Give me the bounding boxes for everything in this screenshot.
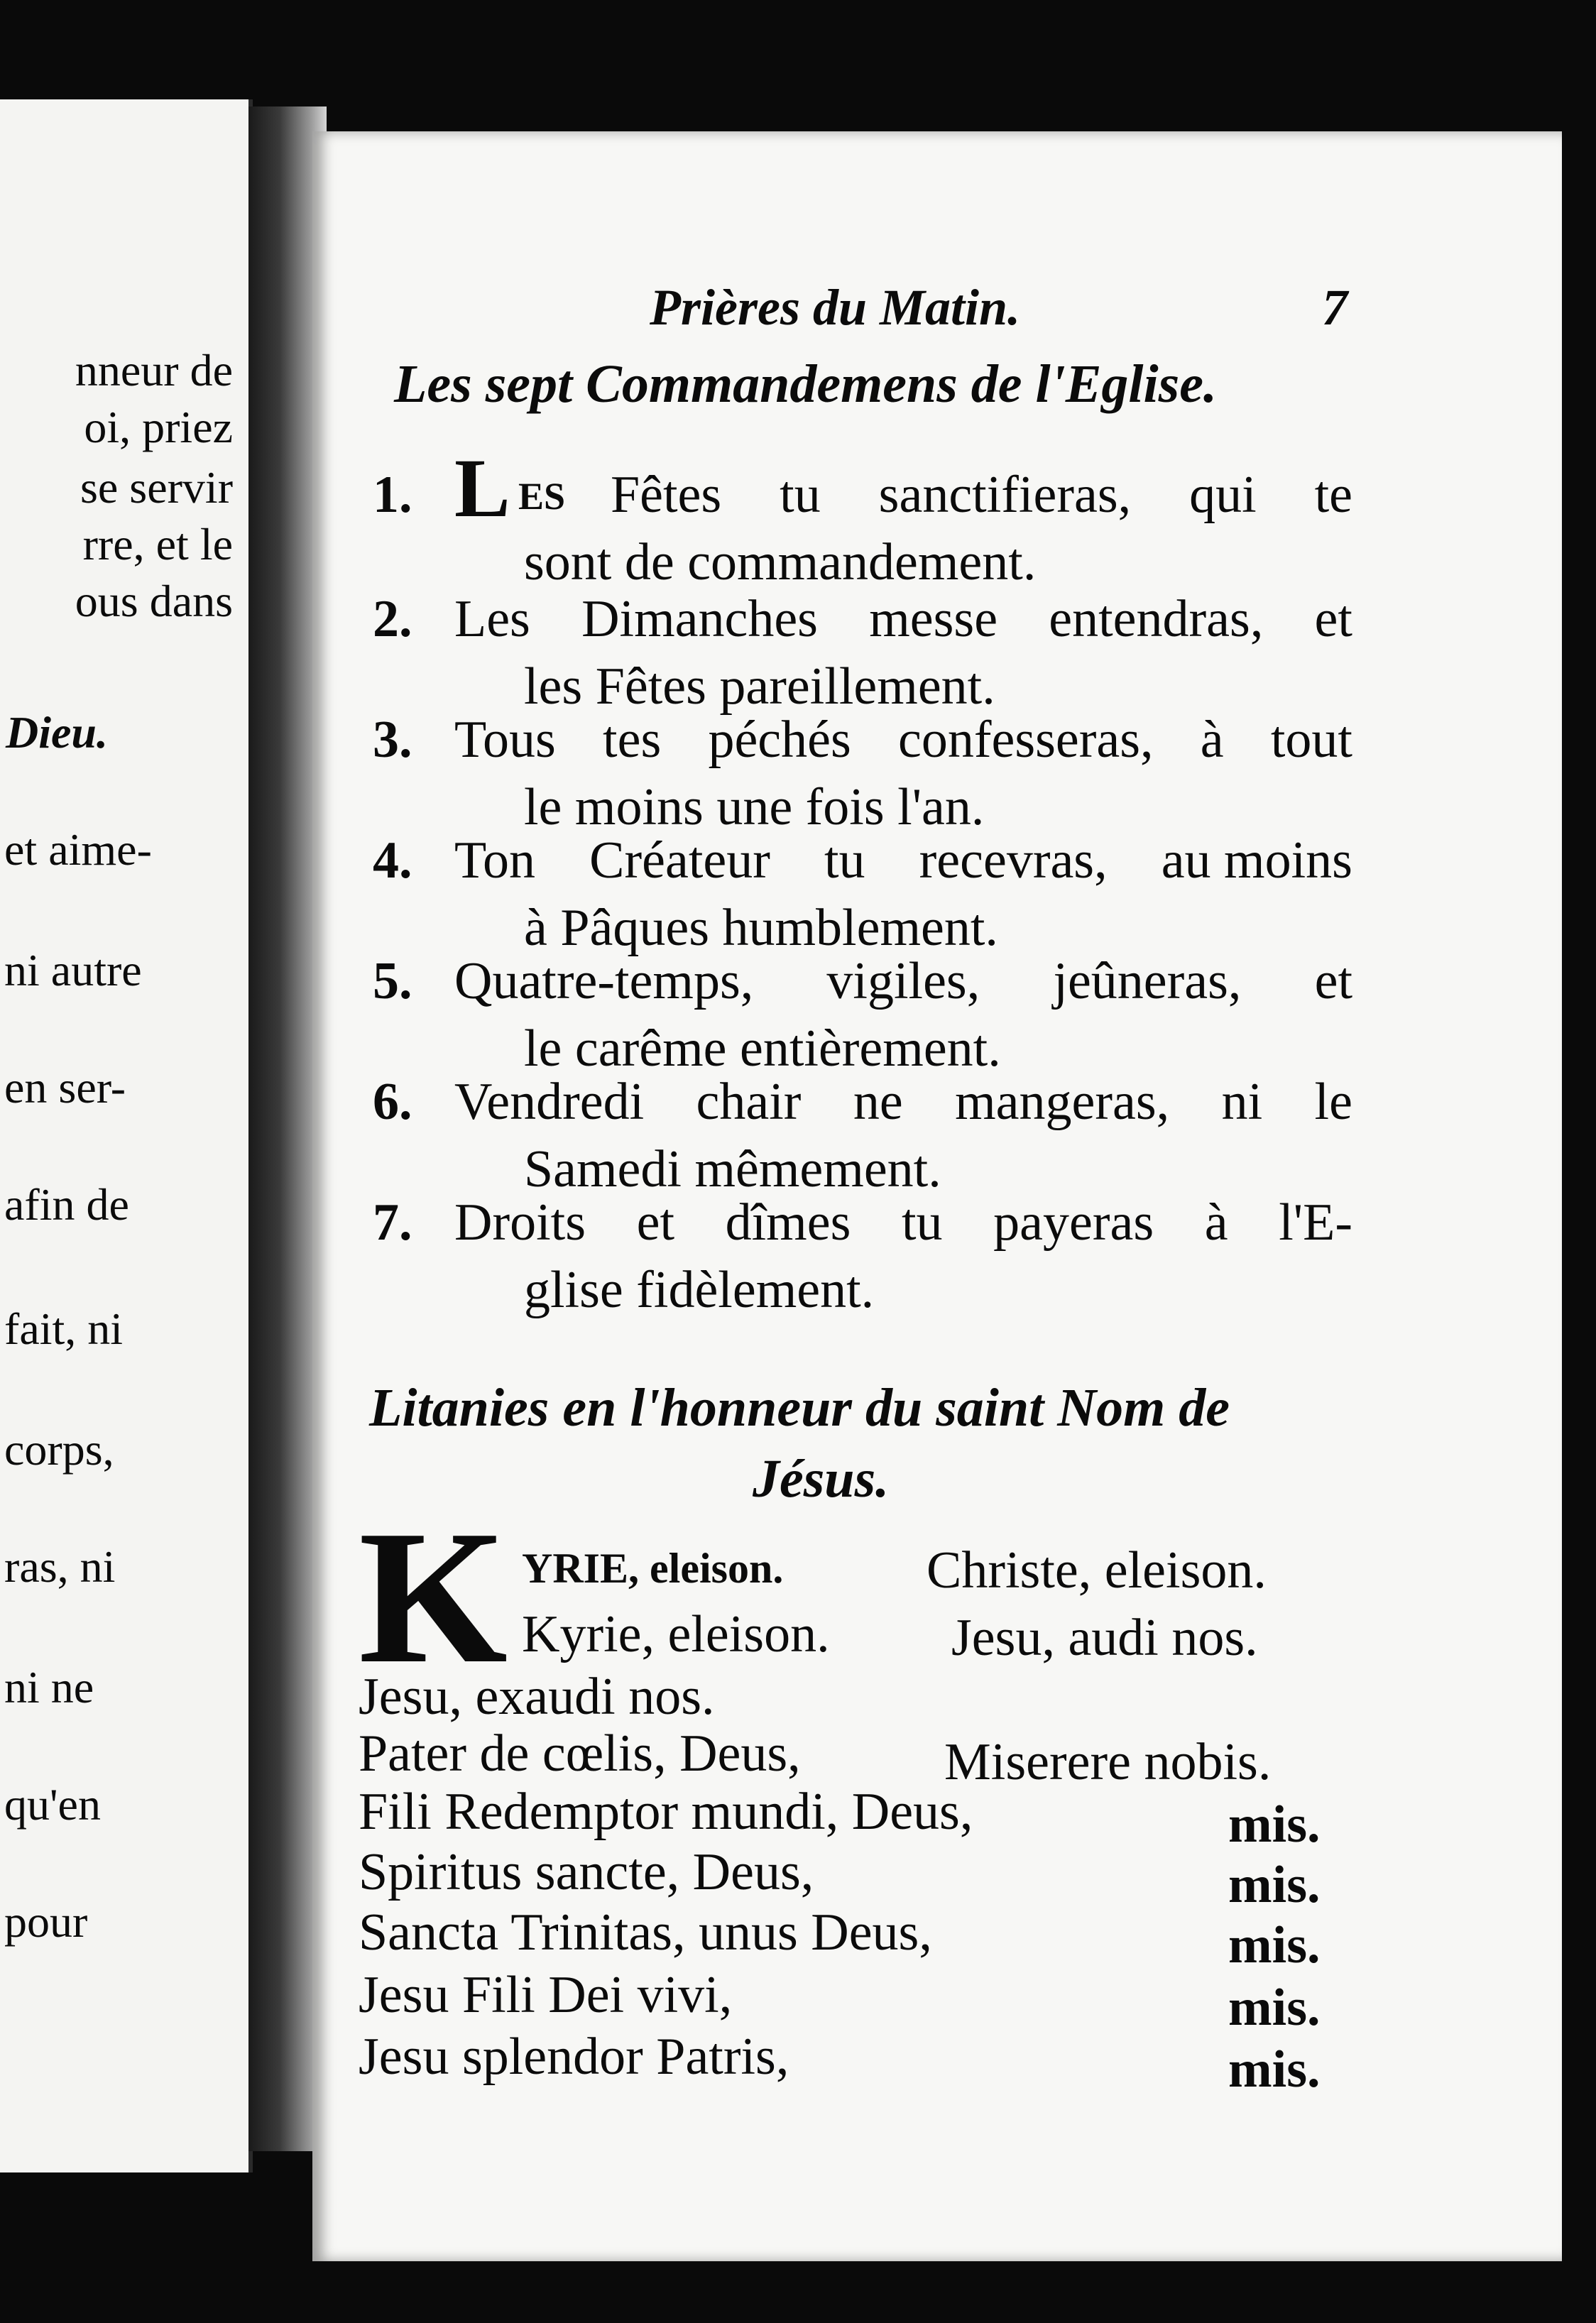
litanies-title-line2: Jésus. bbox=[753, 1449, 890, 1509]
commandment-number: 3. bbox=[373, 711, 412, 769]
litany-invocation: Jesu Fili Dei vivi, bbox=[359, 1966, 733, 2024]
running-title: Prières du Matin. bbox=[650, 279, 1021, 336]
commandment-first-line bbox=[454, 589, 1352, 650]
commandment-word: Ton bbox=[454, 831, 536, 890]
litany-dropcap: K bbox=[359, 1491, 508, 1703]
commandment-continuation: les Fêtes pareillement. bbox=[524, 657, 995, 716]
litany-response: mis. bbox=[1228, 1979, 1321, 2037]
commandment-word: tu bbox=[824, 831, 865, 890]
litanies-title-line1: Litanies en l'honneur du saint Nom de bbox=[369, 1378, 1230, 1438]
commandment-dropcap: L bbox=[454, 442, 510, 535]
commandment-number: 4. bbox=[373, 831, 412, 890]
commandment-word: Droits bbox=[454, 1193, 586, 1252]
commandment-word: Vendredi bbox=[454, 1073, 645, 1131]
left-page-line: et aime- bbox=[4, 824, 152, 875]
litany-invocation: Jesu splendor Patris, bbox=[359, 2028, 789, 2086]
commandment-first-line bbox=[454, 710, 1352, 770]
left-page-line: pour bbox=[4, 1896, 88, 1947]
litany-line1a: YRIE, eleison. bbox=[522, 1545, 784, 1592]
commandment-continuation: sont de commandement. bbox=[524, 533, 1037, 591]
litany-line1b: Christe, eleison. bbox=[927, 1541, 1267, 1600]
commandment-number: 7. bbox=[373, 1193, 412, 1252]
commandment-word: mangeras, bbox=[955, 1073, 1170, 1131]
commandment-word: payeras bbox=[993, 1193, 1154, 1252]
left-page-line: qu'en bbox=[4, 1779, 101, 1830]
litany-line2a: Kyrie, eleison. bbox=[522, 1605, 830, 1663]
commandment-number: 6. bbox=[373, 1073, 412, 1131]
commandment-word: Créateur bbox=[589, 831, 770, 890]
left-page-line: ras, ni bbox=[4, 1541, 116, 1592]
commandment-word: vigiles, bbox=[826, 952, 980, 1010]
commandment-word: Les bbox=[454, 590, 530, 648]
commandment-word: tes bbox=[603, 711, 662, 769]
commandment-first-line bbox=[611, 465, 1352, 525]
commandment-word: l'E- bbox=[1279, 1193, 1352, 1252]
litany-invocation: Fili Redemptor mundi, Deus, bbox=[359, 1783, 973, 1841]
commandment-word: Fêtes bbox=[611, 466, 722, 524]
litany-invocation: Sancta Trinitas, unus Deus, bbox=[359, 1903, 932, 1962]
commandment-word: et bbox=[1314, 590, 1352, 648]
commandment-word: Dimanches bbox=[581, 590, 818, 648]
commandment-word: Quatre-temps, bbox=[454, 952, 754, 1010]
litany-line2b: Jesu, audi nos. bbox=[951, 1609, 1258, 1667]
commandment-word: chair bbox=[696, 1073, 802, 1131]
litany-response: mis. bbox=[1228, 2040, 1321, 2099]
left-page-line: ni ne bbox=[4, 1662, 94, 1712]
commandment-word: te bbox=[1314, 466, 1352, 524]
commandment-word: ne bbox=[853, 1073, 903, 1131]
commandment-first-line bbox=[454, 951, 1352, 1012]
commandment-first-line bbox=[454, 1193, 1352, 1253]
commandment-word: le bbox=[1314, 1073, 1352, 1131]
commandment-word: tu bbox=[902, 1193, 943, 1252]
commandment-word: au moins bbox=[1161, 831, 1352, 890]
commandment-first-line bbox=[454, 1072, 1352, 1132]
left-page-line: se servir bbox=[80, 462, 233, 513]
commandment-continuation: le carême entièrement. bbox=[524, 1020, 1001, 1078]
commandment-word: à bbox=[1204, 1193, 1228, 1252]
commandment-word: et bbox=[1314, 952, 1352, 1010]
litany-response: mis. bbox=[1228, 1916, 1321, 1974]
commandment-word: sanctifieras, bbox=[878, 466, 1132, 524]
commandment-continuation: Samedi mêmement. bbox=[524, 1140, 941, 1198]
left-page-line: afin de bbox=[4, 1179, 129, 1230]
left-page-line: fait, ni bbox=[4, 1303, 124, 1354]
litany-line3: Jesu, exaudi nos. bbox=[359, 1668, 715, 1726]
commandment-word: entendras, bbox=[1049, 590, 1264, 648]
left-page-line: oi, priez bbox=[84, 402, 233, 452]
commandment-word: et bbox=[636, 1193, 675, 1252]
litany-response: mis. bbox=[1228, 1856, 1321, 1914]
commandment-word: tu bbox=[780, 466, 821, 524]
left-facing-page bbox=[0, 99, 253, 2172]
left-page-line: corps, bbox=[4, 1424, 114, 1475]
left-page-line: en ser- bbox=[4, 1062, 126, 1113]
commandment-word: péchés bbox=[708, 711, 851, 769]
litany-invocation: Spiritus sancte, Deus, bbox=[359, 1843, 814, 1901]
left-page-line: ni autre bbox=[4, 945, 142, 995]
commandment-word: Tous bbox=[454, 711, 556, 769]
commandment-word: jeûneras, bbox=[1053, 952, 1242, 1010]
commandment-number: 5. bbox=[373, 952, 412, 1010]
commandment-continuation: le moins une fois l'an. bbox=[524, 778, 985, 836]
commandment-word: à bbox=[1200, 711, 1224, 769]
left-page-line: Dieu. bbox=[6, 707, 108, 758]
commandment-word: messe bbox=[869, 590, 998, 648]
left-page-line: ous dans bbox=[75, 576, 233, 626]
commandment-continuation: à Pâques humblement. bbox=[524, 899, 998, 957]
litany-response: mis. bbox=[1228, 1795, 1321, 1854]
left-page-line: rre, et le bbox=[82, 519, 233, 569]
commandment-word: qui bbox=[1189, 466, 1257, 524]
commandment-continuation: glise fidèlement. bbox=[524, 1261, 875, 1319]
commandment-word: ni bbox=[1221, 1073, 1263, 1131]
commandment-smallcaps: ES bbox=[518, 475, 566, 518]
page-number: 7 bbox=[1322, 279, 1348, 336]
commandment-number: 2. bbox=[373, 590, 412, 648]
commandment-word: confesseras, bbox=[898, 711, 1154, 769]
commandment-number: 1. bbox=[373, 466, 412, 524]
commandment-word: dîmes bbox=[725, 1193, 851, 1252]
commandments-title: Les sept Commandemens de l'Eglise. bbox=[394, 354, 1217, 414]
litany-line4b: Miserere nobis. bbox=[944, 1733, 1272, 1791]
commandment-word: recevras, bbox=[919, 831, 1108, 890]
commandment-first-line bbox=[454, 831, 1352, 891]
commandment-word: tout bbox=[1270, 711, 1352, 769]
left-page-line: nneur de bbox=[75, 345, 233, 395]
litany-line4a: Pater de cœlis, Deus, bbox=[359, 1725, 801, 1783]
